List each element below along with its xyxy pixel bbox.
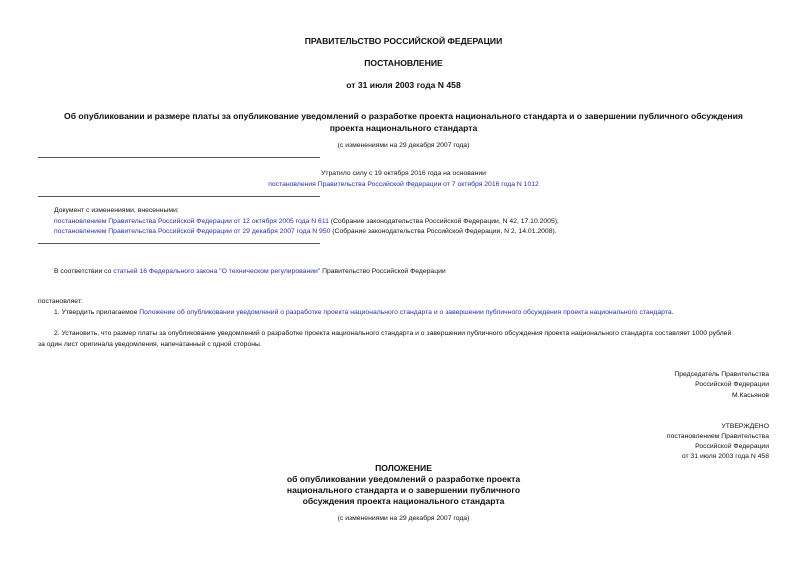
approved-line-1: УТВЕРЖДЕНО <box>721 423 769 430</box>
changes-heading: Документ с изменениями, внесенными: <box>54 207 179 214</box>
approved-line-3: Российской Федерации <box>695 443 769 450</box>
change-item-1 <box>54 218 559 225</box>
document-title-line-2: проекта национального стандарта <box>329 123 478 133</box>
law-article-link[interactable]: статьей 16 Федерального закона "О техническом регулировании" <box>113 268 321 275</box>
document-title-line-1: Об опубликовании и размере платы за опубликование уведомлений о разработке проекта национального стандарта и о завершении публичного обсуждения <box>64 111 743 121</box>
change-item-2 <box>54 228 557 235</box>
preamble-end: Правительство Российской Федерации <box>320 268 446 275</box>
change-item-1-source: (Собрание законодательства Российской Федерации, N 42, 17.10.2005); <box>328 218 559 225</box>
regulation-link[interactable]: Положение об опубликовании уведомлений о разработке проекта национального стандарта и о завершении публичного обсуждения проекта национального стандарта <box>139 309 672 316</box>
signature-name: М.Касьянов <box>731 392 769 399</box>
paragraph-1 <box>54 309 674 316</box>
preamble-start: В соответствии со <box>54 268 114 275</box>
change-item-2-link[interactable]: постановлением Правительства Российской Федерации от 29 декабря 2007 года N 950 <box>54 228 331 235</box>
approved-line-4: от 31 июля 2003 года N 458 <box>681 453 769 460</box>
regulation-subtitle-line-3: обсуждения проекта национального стандарта <box>302 496 505 506</box>
change-item-1-link[interactable]: постановлением Правительства Российской Федерации от 12 октября 2005 года N 611 <box>54 218 329 225</box>
paragraph-1-end: . <box>671 309 674 316</box>
amendments-note: (с изменениями на 29 декабря 2007 года) <box>337 142 470 149</box>
regulation-title: ПОЛОЖЕНИЕ <box>375 463 432 473</box>
divider <box>38 243 320 244</box>
approved-line-2: постановлением Правительства <box>666 433 769 440</box>
regulation-subtitle-line-2: национального стандарта и о завершении публичного <box>286 485 521 495</box>
document-date-number: от 31 июля 2003 года N 458 <box>346 80 461 90</box>
expired-notice: Утратило силу с 19 октября 2016 года на основании <box>321 170 486 177</box>
document-type: ПОСТАНОВЛЕНИЕ <box>364 58 443 68</box>
signature-title-line-1: Председатель Правительства <box>674 371 769 378</box>
paragraph-2-line-2: за один лист оригинала уведомления, напечатанный с одной стороны. <box>38 341 262 348</box>
regulation-subtitle-line-1: об опубликовании уведомлений о разработке проекта <box>286 474 521 484</box>
paragraph-1-start: 1. Утвердить прилагаемое <box>54 309 140 316</box>
change-item-2-source: (Собрание законодательства Российской Федерации, N 2, 14.01.2008). <box>330 228 557 235</box>
government-heading: ПРАВИТЕЛЬСТВО РОССИЙСКОЙ ФЕДЕРАЦИИ <box>304 36 503 46</box>
decrees-word: постановляет: <box>38 298 83 305</box>
expired-basis-link[interactable]: постановления Правительства Российской Федерации от 7 октября 2016 года N 1012 <box>268 181 539 188</box>
divider <box>38 196 320 197</box>
preamble <box>54 268 446 275</box>
signature-title-line-2: Российской Федерации <box>695 381 769 388</box>
paragraph-2-line-1: 2. Установить, что размер платы за опубликование уведомлений о разработке проекта национального стандарта и о завершении публичного обсуждения проекта национального стандарта составляет 1000 рублей <box>54 330 732 337</box>
regulation-amendments-note: (с изменениями на 29 декабря 2007 года) <box>337 515 470 522</box>
divider <box>38 157 320 158</box>
